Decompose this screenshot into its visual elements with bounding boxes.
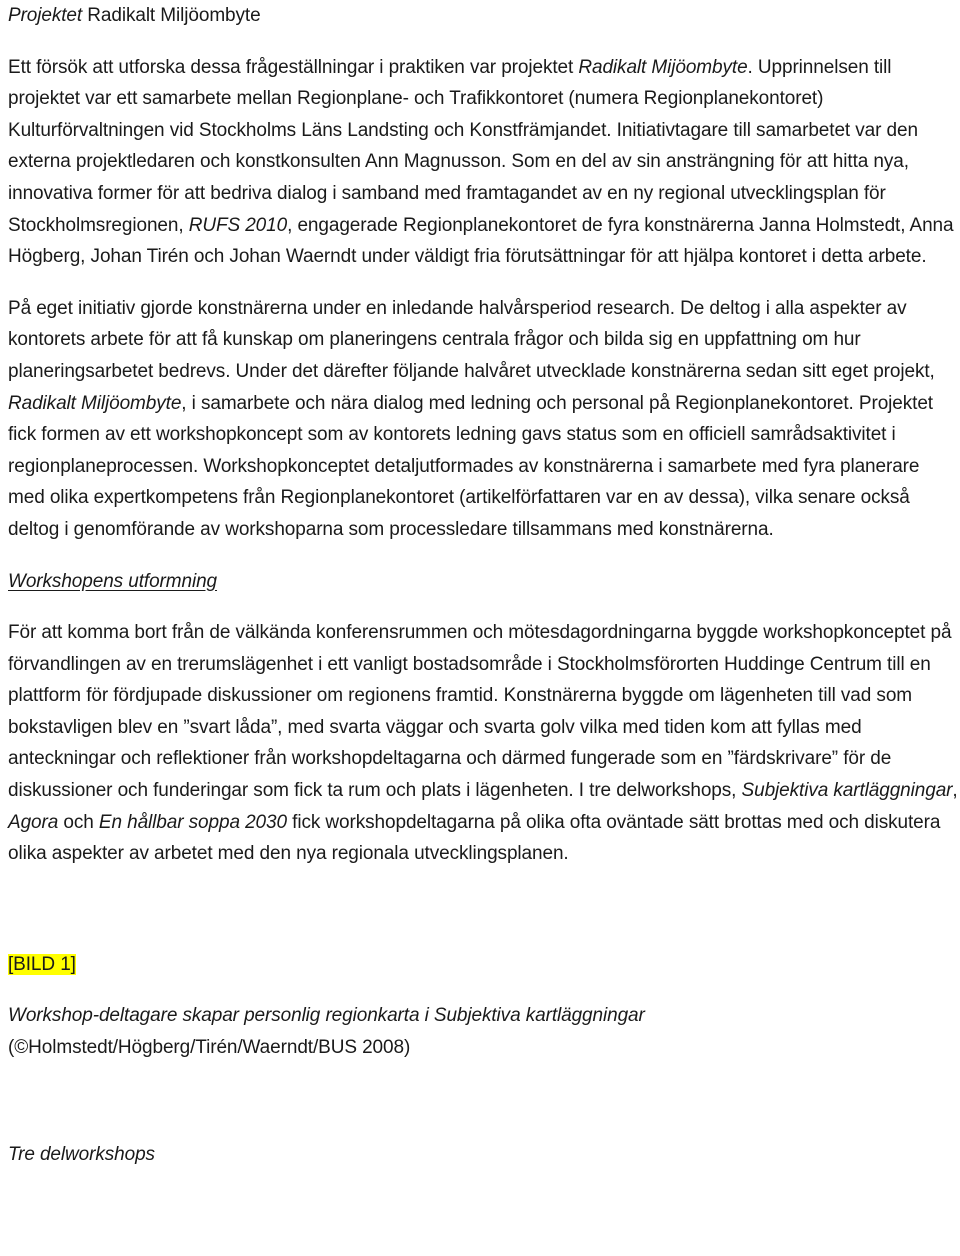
project-name-italic: Radikalt Mijöombyte <box>578 56 748 78</box>
section-heading-workshopens-utformning: Workshopens utformning <box>8 570 218 592</box>
caption-credit: (©Holmstedt/Högberg/Tirén/Waerndt/BUS 2008) <box>8 1037 411 1059</box>
heading-italic: Projektet <box>8 5 83 26</box>
section-heading-projektet <box>8 0 958 32</box>
image-caption <box>8 1000 958 1063</box>
document-body <box>8 0 958 1170</box>
heading-rest: Radikalt Miljöombyte <box>82 5 261 26</box>
paragraph-intro: Ett försök att utforska dessa frågeställningar i praktiken var projektet Radikalt Mijöombyte. Upprinnelsen till projektet var ett samarbete mellan Regionplane- och Trafikkontoret (numera Regionplanekontoret) Kulturförvaltningen vid Stockholms Läns Landsting och Konstfrämjandet. Initiativtagare till samarbetet var den externa projektledaren och konstkonsulten Ann Magnusson. Som en del av sin ansträngning för att hitta nya, innovativa former för att bedriva dialog i samband med framtagandet av en ny regional utvecklingsplan för Stockholmsregionen, RUFS 2010, engagerade Regionplanekontoret de fyra konstnärerna Janna Holmstedt, Anna Högberg, Johan Tirén och Johan Waerndt under väldigt fria förutsättningar för att hjälpa kontoret i detta arbete. <box>8 56 954 268</box>
caption-text: Workshop-deltagare skapar personlig regionkarta i Subjektiva kartläggningar <box>8 1005 645 1027</box>
workshop-name-italic: En hållbar soppa 2030 <box>98 811 287 833</box>
image-placeholder <box>8 949 958 981</box>
image-placeholder-label: [BILD 1] <box>8 953 76 975</box>
section-heading-tre-delworkshops: Tre delworkshops <box>8 1143 155 1165</box>
workshop-name-italic: Agora <box>8 811 59 833</box>
workshop-name-italic: Subjektiva kartläggningar <box>741 780 953 802</box>
project-name-italic: Radikalt Miljöombyte <box>8 392 182 414</box>
paragraph-workshop-design: För att komma bort från de välkända konferensrummen och mötesdagordningarna byggde workshopkonceptet på förvandlingen av en trerumslägenhet i ett vanligt bostadsområde i Stockholmsförorten Huddinge Centrum till en plattform för fördjupade diskussioner om regionens framtid. Konstnärerna byggde om lägenheten till vad som bokstavligen blev en ”svart låda”, med svarta väggar och svarta golv vilka med tiden kom att fyllas med anteckningar och reflektioner från workshopdeltagarna och därmed fungerade som en ”färdskrivare” för de diskussioner och funderingar som fick ta rum och plats i lägenheten. I tre delworkshops, Subjektiva kartläggningar, Agora och En hållbar soppa 2030 fick workshopdeltagarna på olika ofta oväntade sätt brottas med och diskutera olika aspekter av arbetet med den nya regionala utvecklingsplanen. <box>8 622 958 865</box>
rufs-italic: RUFS 2010 <box>188 214 288 236</box>
paragraph-research: På eget initiativ gjorde konstnärerna under en inledande halvårsperiod research. De deltog i alla aspekter av kontorets arbete för att få kunskap om planeringens centrala frågor och bilda sig en uppfattning om hur planeringsarbetet bedrevs. Under det därefter följande halvåret utvecklade konstnärerna sedan sitt eget projekt, Radikalt Miljöombyte, i samarbete och nära dialog med ledning och personal på Regionplanekontoret. Projektet fick formen av ett workshopkoncept som av kontorets ledning gavs status som en officiell samrådsaktivitet i regionplaneprocessen. Workshopkonceptet detaljutformades av konstnärerna i samarbete med fyra planerare med olika expertkompetens från Regionplanekontoret (artikelförfattaren var en av dessa), vilka senare också deltog i genomförande av workshoparna som processledare tillsammans med konstnärerna. <box>8 297 935 540</box>
